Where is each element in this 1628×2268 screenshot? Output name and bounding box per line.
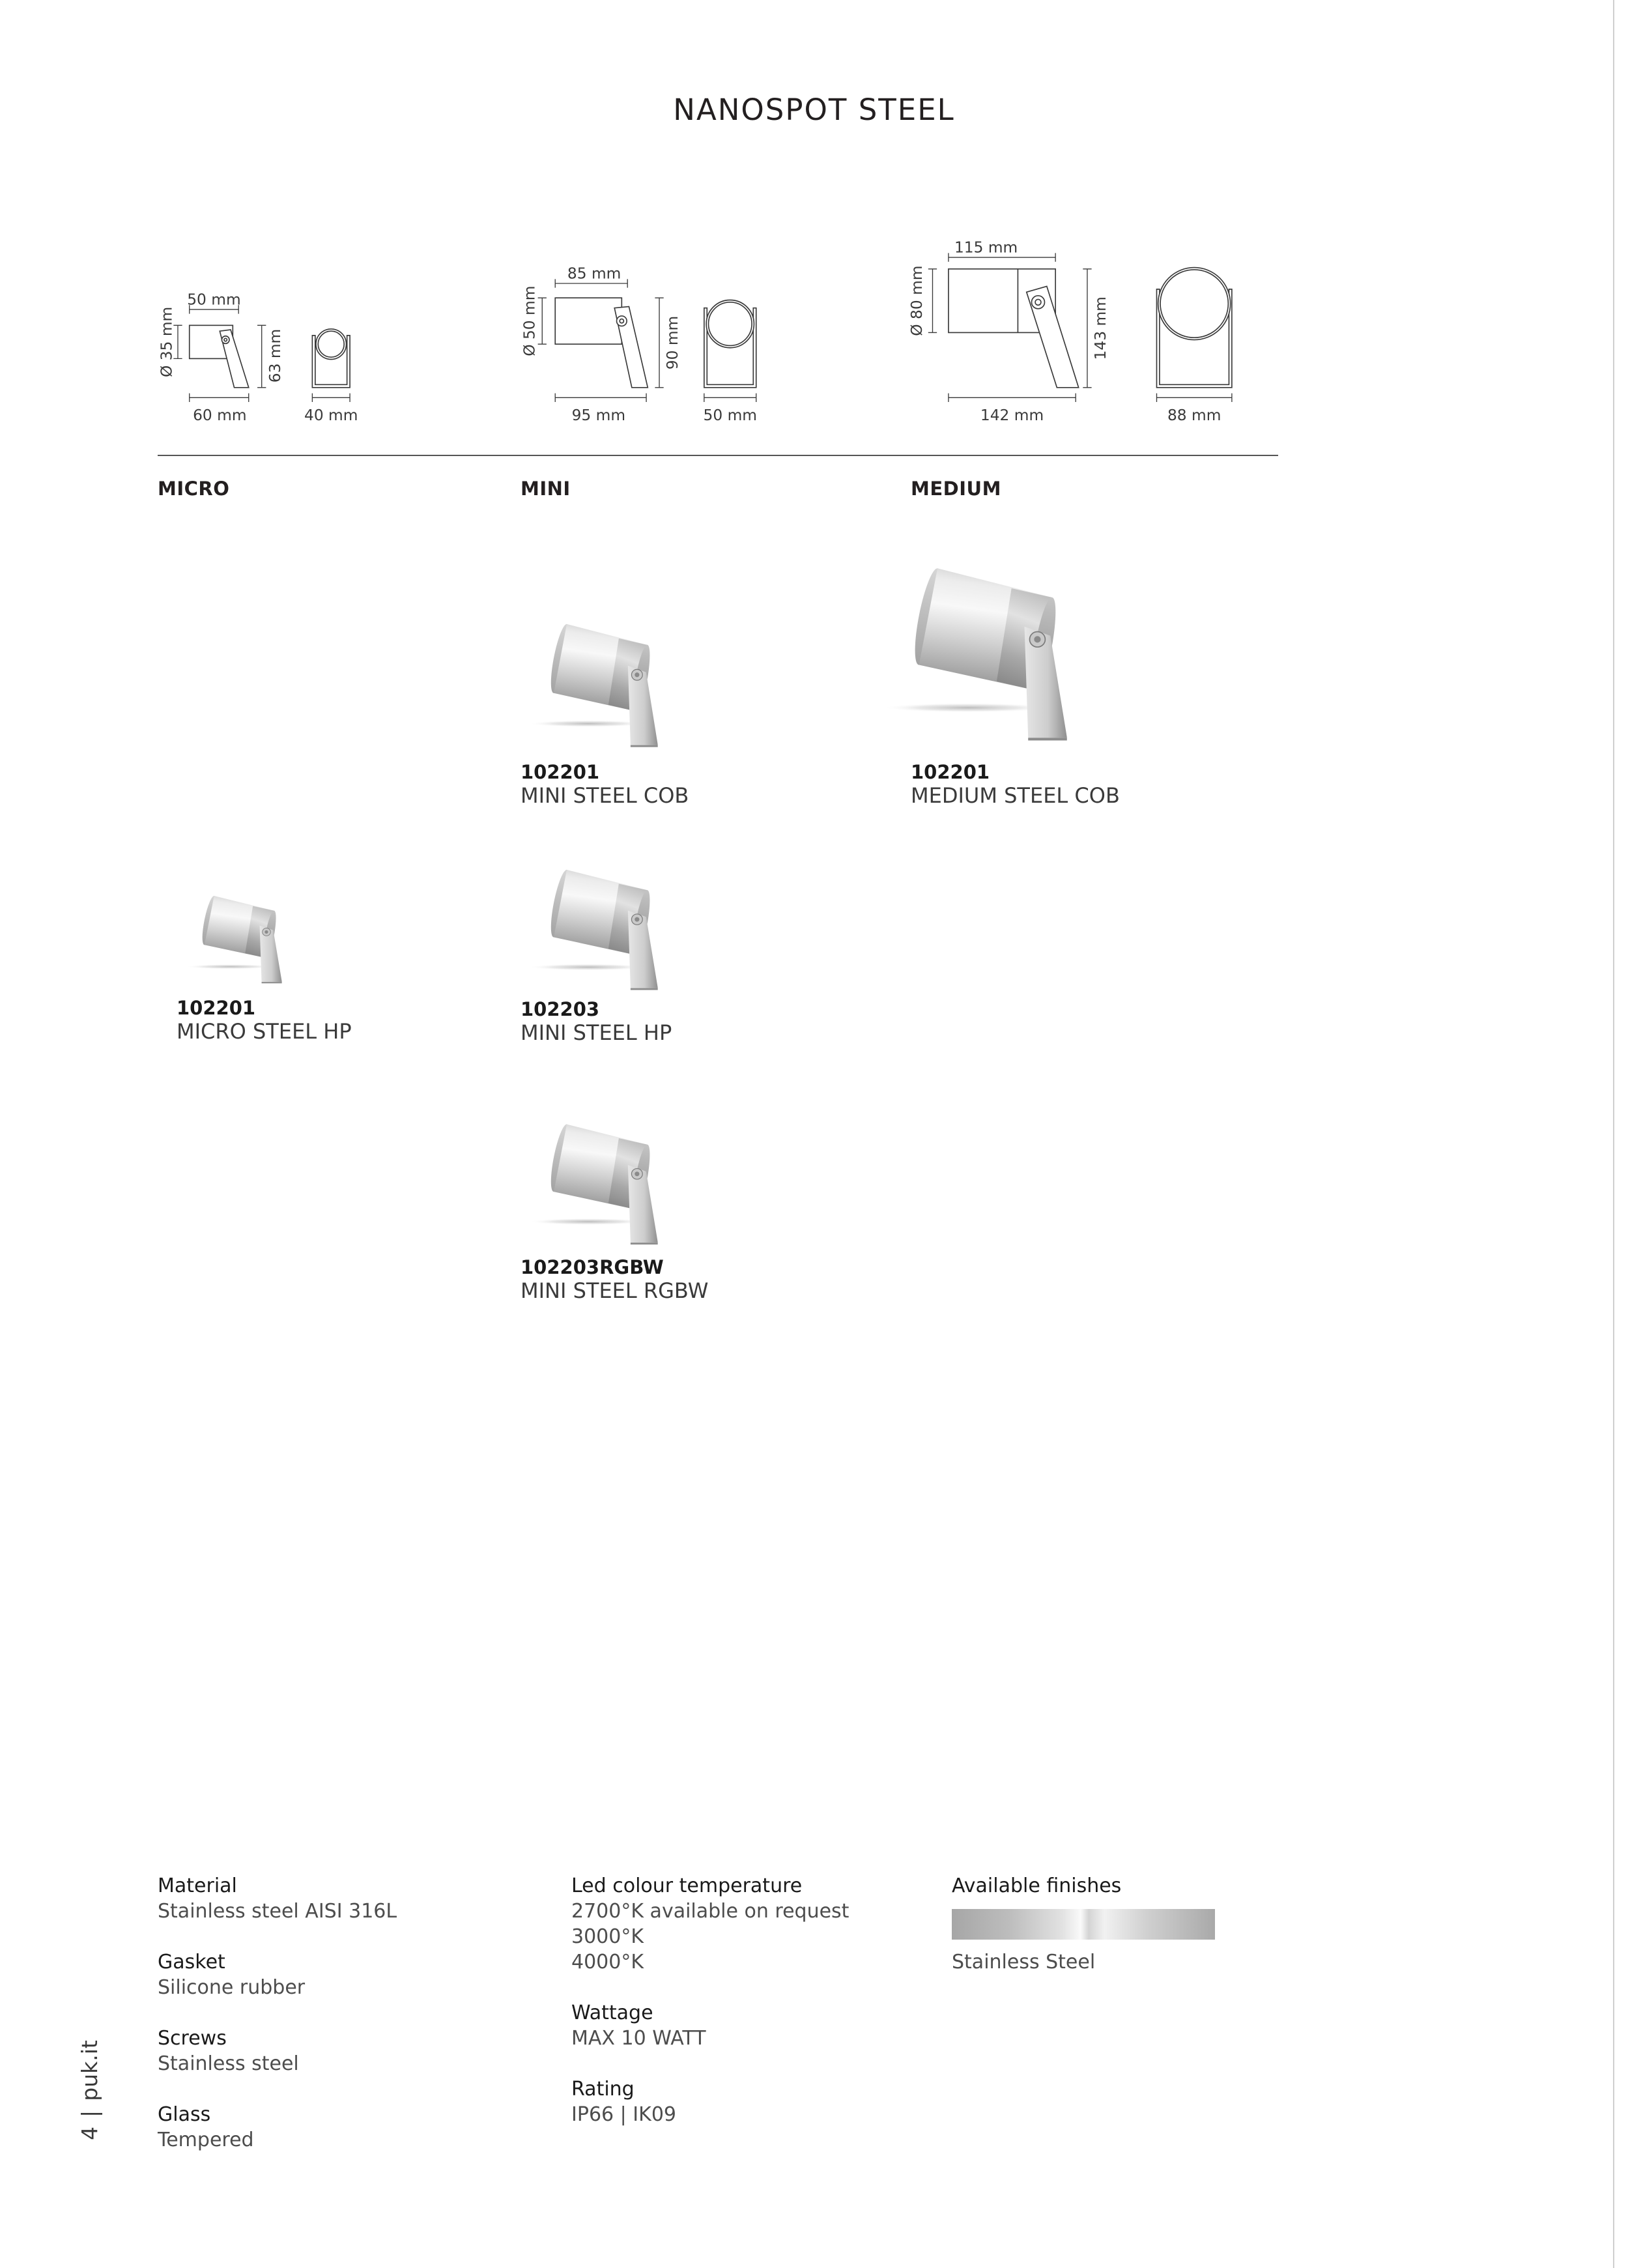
mini-depth-label: 95 mm — [571, 407, 626, 425]
medium-diameter-label: Ø 80 mm — [908, 265, 926, 336]
page-number: 4 — [77, 2126, 102, 2140]
mini-steel-rgbw-image — [522, 1123, 658, 1244]
product-name: MINI STEEL COB — [521, 783, 689, 808]
micro-dimension-drawing — [158, 291, 358, 425]
website-label: puk.it — [77, 2040, 102, 2101]
mini-steel-cob-image — [522, 623, 658, 747]
spec-wattage — [571, 2000, 849, 2051]
medium-height-label: 143 mm — [1092, 296, 1110, 360]
spec-value: 3000°K — [571, 1925, 644, 1948]
spec-value: Tempered — [158, 2129, 254, 2151]
product-name: MINI STEEL HP — [521, 1020, 672, 1045]
medium-dimension-drawing — [908, 239, 1232, 424]
spec-value: 2700°K available on request — [571, 1900, 850, 1923]
spec-value: Silicone rubber — [158, 1976, 306, 1999]
spec-screws — [158, 2026, 397, 2076]
product-code: 102201 — [521, 761, 600, 783]
micro-steel-hp-image — [181, 895, 282, 984]
micro-height-label: 63 mm — [266, 328, 284, 383]
mini-width-dimension-line — [704, 394, 756, 402]
spec-glass — [158, 2102, 397, 2153]
medium-height-dimension-line — [1083, 269, 1091, 388]
section-label-medium: MEDIUM — [911, 478, 1001, 500]
product-code: 102203RGBW — [521, 1256, 664, 1278]
product-mini-steel-hp — [521, 998, 672, 1044]
micro-length-label: 50 mm — [187, 291, 241, 309]
finish-swatch-stainless-steel — [952, 1909, 1215, 1940]
spec-material — [158, 1873, 397, 1924]
section-divider — [158, 455, 1278, 456]
medium-side-view — [1156, 268, 1231, 388]
spec-column-materials — [158, 1873, 397, 2178]
mini-front-view — [555, 298, 648, 388]
spec-label: Screws — [158, 2027, 227, 2050]
mini-height-label: 90 mm — [664, 315, 682, 370]
spec-value: Stainless steel AISI 316L — [158, 1900, 397, 1923]
spec-column-electrical — [571, 1873, 849, 2153]
micro-depth-dimension-line — [190, 394, 249, 402]
micro-side-view — [312, 329, 350, 388]
spec-value: MAX 10 WATT — [571, 2027, 706, 2050]
micro-front-view — [190, 325, 249, 387]
micro-depth-label: 60 mm — [193, 407, 247, 425]
spec-value: IP66 | IK09 — [571, 2103, 676, 2126]
mini-diameter-label: Ø 50 mm — [521, 285, 539, 356]
medium-depth-dimension-line — [949, 394, 1076, 402]
page-footer-vertical — [77, 2025, 103, 2155]
product-code: 102203 — [521, 998, 600, 1020]
finish-name: Stainless Steel — [952, 1951, 1096, 1974]
spec-value: Stainless steel — [158, 2052, 299, 2075]
product-code: 102201 — [177, 997, 256, 1019]
spec-label: Led colour temperature — [571, 1874, 803, 1897]
micro-diameter-label: Ø 35 mm — [158, 306, 176, 377]
mini-depth-dimension-line — [555, 394, 646, 402]
spec-label: Rating — [571, 2078, 635, 2101]
product-mini-steel-rgbw — [521, 1256, 708, 1302]
spec-label: Wattage — [571, 2002, 653, 2024]
spec-led-colour-temperature — [571, 1873, 849, 1975]
mini-diameter-dimension-line — [538, 298, 547, 344]
mini-width-label: 50 mm — [703, 407, 758, 425]
spec-rating — [571, 2076, 849, 2127]
spec-column-finishes — [952, 1873, 1215, 1975]
medium-front-view — [949, 269, 1079, 388]
spec-label: Glass — [158, 2103, 211, 2126]
product-medium-steel-cob — [911, 760, 1120, 807]
spec-gasket — [158, 1949, 397, 2000]
product-name: MEDIUM STEEL COB — [911, 783, 1120, 808]
micro-width-label: 40 mm — [304, 407, 358, 425]
micro-height-dimension-line — [257, 325, 266, 387]
medium-width-label: 88 mm — [1167, 407, 1221, 425]
medium-length-label: 115 mm — [954, 238, 1018, 257]
product-code: 102201 — [911, 761, 990, 783]
medium-width-dimension-line — [1156, 394, 1231, 402]
mini-side-view — [704, 300, 756, 388]
product-micro-steel-hp — [177, 996, 352, 1043]
page-title: NANOSPOT STEEL — [673, 93, 955, 127]
finishes-label: Available finishes — [952, 1874, 1122, 1897]
section-label-mini: MINI — [521, 478, 571, 500]
section-label-micro: MICRO — [158, 478, 230, 500]
spec-label: Material — [158, 1874, 237, 1897]
product-name: MICRO STEEL HP — [177, 1019, 352, 1044]
spec-value: 4000°K — [571, 1951, 644, 1974]
mini-dimension-drawing — [521, 265, 757, 424]
medium-diameter-dimension-line — [928, 269, 937, 333]
mini-steel-hp-image — [522, 868, 658, 990]
medium-depth-label: 142 mm — [980, 407, 1044, 425]
mini-length-label: 85 mm — [567, 265, 621, 283]
product-mini-steel-cob — [521, 760, 689, 807]
medium-steel-cob-image — [874, 567, 1066, 741]
spec-label: Gasket — [158, 1951, 225, 1974]
micro-width-dimension-line — [312, 394, 350, 402]
product-name: MINI STEEL RGBW — [521, 1278, 709, 1303]
mini-height-dimension-line — [655, 298, 663, 388]
footer-separator: | — [77, 2110, 102, 2117]
